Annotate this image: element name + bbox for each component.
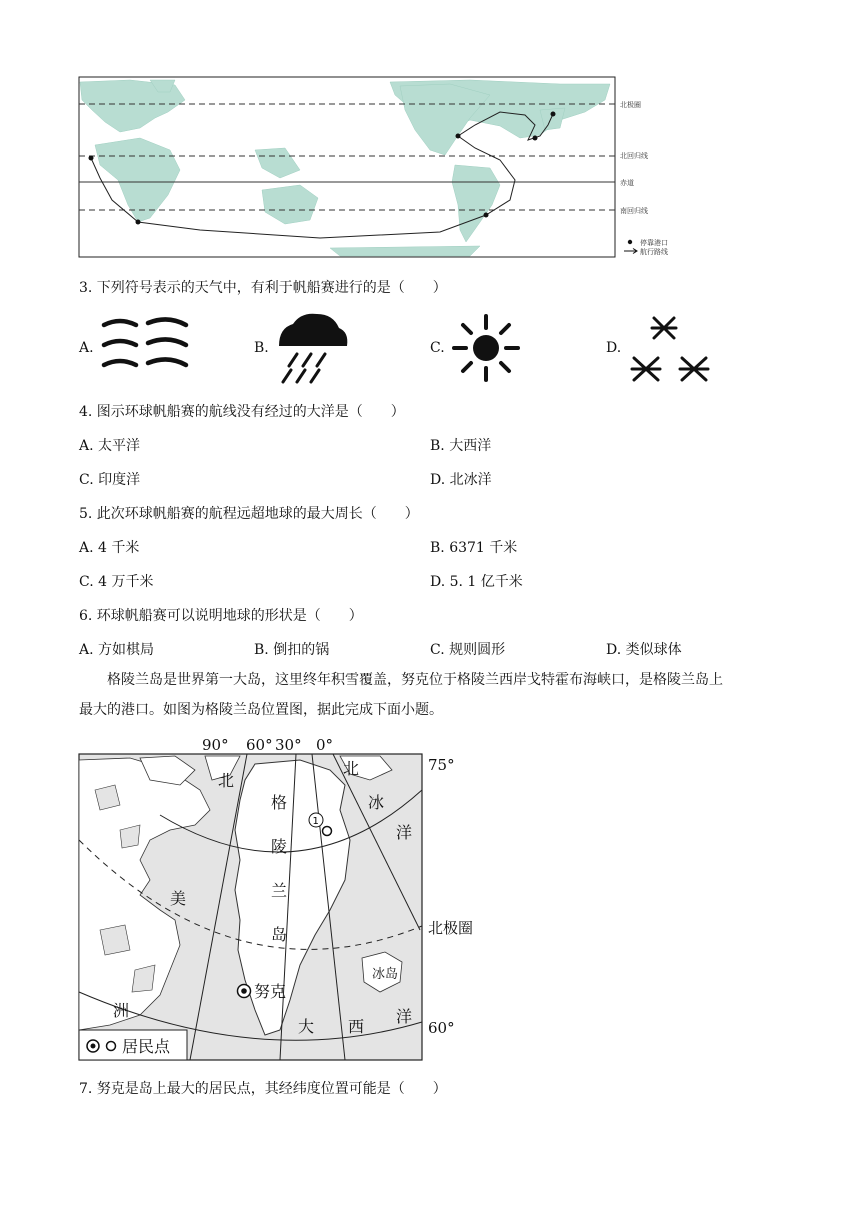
arctic-circle-label: 北极圈 xyxy=(428,919,474,937)
q4-option-d[interactable]: D. 北冰洋 xyxy=(430,472,492,488)
q5-stem: 5. 此次环球帆船赛的航程远超地球的最大周长（ ） xyxy=(79,506,419,522)
q3-option-c-label[interactable]: C. xyxy=(430,340,445,356)
label-lan: 兰 xyxy=(271,881,288,900)
q5-option-b[interactable]: B. 6371 千米 xyxy=(430,540,518,556)
legend-label: 居民点 xyxy=(122,1037,171,1056)
lon-30-label: 30° xyxy=(275,736,302,754)
q6-option-d[interactable]: D. 类似球体 xyxy=(606,642,682,658)
rain-cloud-icon xyxy=(275,310,351,386)
label-bei: 北 xyxy=(218,771,235,790)
lon-90-label: 90° xyxy=(202,736,229,754)
q6-option-a[interactable]: A. 方如棋局 xyxy=(79,642,155,658)
tropic-cancer-label: 北回归线 xyxy=(620,152,648,160)
q3-stem: 3. 下列符号表示的天气中，有利于帆船赛进行的是（ ） xyxy=(79,280,447,296)
snow-icon xyxy=(628,314,714,384)
q4-option-b[interactable]: B. 大西洋 xyxy=(430,438,492,454)
q3-option-d-label[interactable]: D. xyxy=(606,340,622,356)
label-nuuk: 努克 xyxy=(254,982,287,1001)
label-yang-2: 洋 xyxy=(396,1007,413,1026)
world-route-map xyxy=(0,0,860,265)
label-bing: 冰 xyxy=(368,793,385,812)
q6-option-c[interactable]: C. 规则圆形 xyxy=(430,642,506,658)
wind-icon xyxy=(100,315,192,379)
label-xi: 西 xyxy=(348,1017,365,1036)
equator-label: 赤道 xyxy=(620,179,634,187)
port-legend-icon xyxy=(628,240,632,244)
q5-option-d[interactable]: D. 5. 1 亿千米 xyxy=(430,574,523,590)
lon-60-label: 60° xyxy=(246,736,273,754)
q6-stem: 6. 环球帆船赛可以说明地球的形状是（ ） xyxy=(79,608,363,624)
passage xyxy=(79,665,789,725)
passage-line-1: 格陵兰岛是世界第一大岛，这里终年积雪覆盖，努克位于格陵兰西岸戈特霍布海峡口，是格陵兰岛上 xyxy=(107,672,723,688)
sun-icon xyxy=(450,312,522,384)
legend-settlement-icon xyxy=(107,1042,116,1051)
port-legend-label: 停靠港口 xyxy=(640,239,668,247)
q3-option-b-label[interactable]: B. xyxy=(254,340,269,356)
label-zhou: 洲 xyxy=(113,1001,130,1020)
lat-60-label: 60° xyxy=(428,1019,455,1037)
q5-option-c[interactable]: C. 4 万千米 xyxy=(79,574,154,590)
q3-option-a-label[interactable]: A. xyxy=(79,340,94,356)
label-dao: 岛 xyxy=(271,925,288,944)
label-iceland: 冰岛 xyxy=(372,967,399,982)
q5-option-a[interactable]: A. 4 千米 xyxy=(79,540,140,556)
q4-option-a[interactable]: A. 太平洋 xyxy=(79,438,141,454)
label-bei-2: 北 xyxy=(343,759,360,778)
label-mei: 美 xyxy=(170,889,187,908)
tropic-capricorn-label: 南回归线 xyxy=(620,207,648,215)
passage-line-2: 最大的港口。如图为格陵兰岛位置图，据此完成下面小题。 xyxy=(79,702,443,718)
label-da: 大 xyxy=(298,1017,315,1036)
label-yang-1: 洋 xyxy=(396,823,413,842)
arctic-label: 北极圈 xyxy=(620,101,641,109)
q4-stem: 4. 图示环球帆船赛的航线没有经过的大洋是（ ） xyxy=(79,404,405,420)
lon-0-label: 0° xyxy=(316,736,334,754)
q4-option-c[interactable]: C. 印度洋 xyxy=(79,472,141,488)
settlement-1-marker xyxy=(323,827,332,836)
greenland-location-map xyxy=(0,730,860,1070)
label-ge: 格 xyxy=(271,793,288,812)
lat-75-label: 75° xyxy=(428,756,455,774)
marker-1-label: 1 xyxy=(312,816,319,827)
label-ling: 陵 xyxy=(271,837,288,856)
route-legend-label: 航行路线 xyxy=(640,248,668,256)
q7-stem: 7. 努克是岛上最大的居民点，其经纬度位置可能是（ ） xyxy=(79,1081,447,1097)
q6-option-b[interactable]: B. 倒扣的锅 xyxy=(254,642,330,658)
